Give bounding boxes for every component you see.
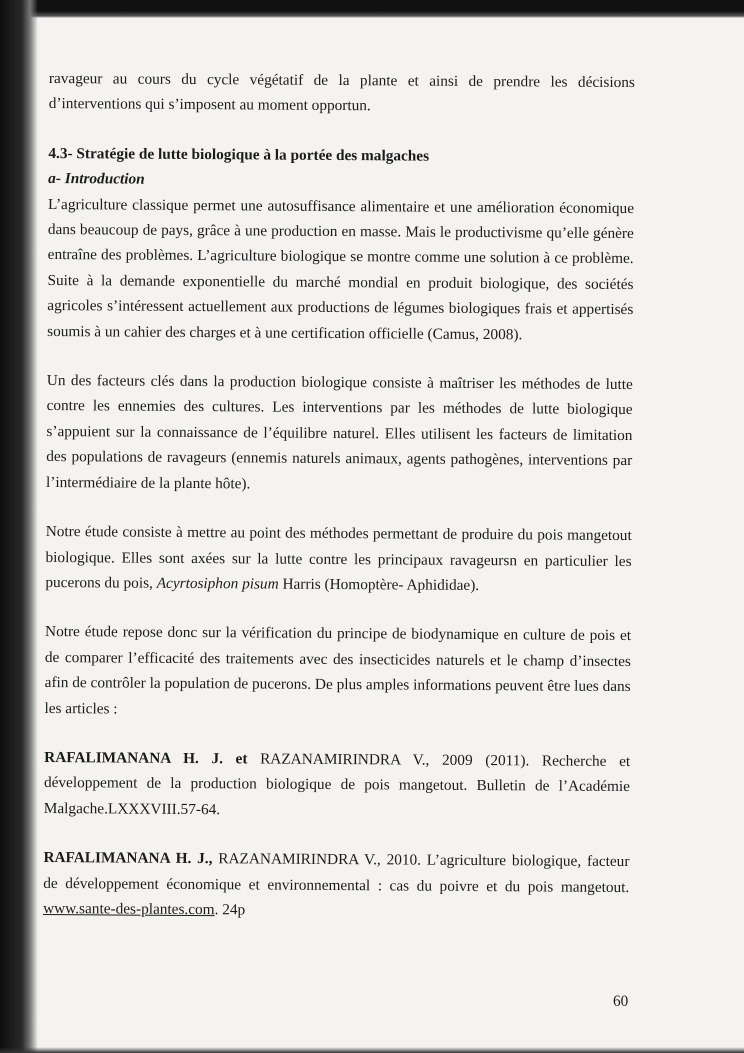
reference-2 (43, 845, 630, 925)
reference-1 (44, 745, 631, 825)
website-link[interactable]: www.sante-des-plantes.com (43, 899, 215, 919)
paragraph-3-end: Harris (Homoptère- Aphididae). (278, 575, 480, 594)
paragraph-4: Notre étude repose donc sur la vérification du principe de biodynamique en culture de pois et de comparer l’efficacité des traitements avec des insecticides naturels et le champ d’insectes afin de contrôler la population de pucerons. De plus amples informations peuvent être lues dans les articles : (44, 623, 632, 718)
scan-bottom-edge (0, 1047, 744, 1053)
page-body (43, 66, 635, 925)
reference-2-authors: RAFALIMANANA H. J., (43, 849, 213, 868)
paragraph-2: Un des facteurs clés dans la production biologique consiste à maîtriser les méthodes de lutte contre les ennemies des cultures. Les interventions par les méthodes de lutte biologique s’appuient sur la connaissance de l’équilibre naturel. Elles utilisent les facteurs de limitation des populations de ravageurs (ennemis naturels animaux, agents pathogènes, interventions par l’intermédiaire de la plante hôte). (46, 372, 633, 493)
reference-2-details: RAZANAMIRINDRA V., 2010. L’agriculture biologique, facteur de développement économique et environnemental : cas du poivre et du pois mangetout. (43, 850, 630, 896)
scan-top-edge (0, 0, 744, 18)
reference-1-details: RAZANAMIRINDRA V., 2009 (2011). Recherche et développement de la production biologique de pois mangetout. Bulletin de l’Académie Malgache.LXXXVIII.57-64. (43, 750, 631, 818)
paragraph-1: L’agriculture classique permet une autosuffisance alimentaire et une amélioration économique dans beaucoup de pays, grâce à une production en masse. Mais le productivisme qu’elle génère entraîne des problèmes. L’agriculture biologique se montre comme une solution à ce problème. Suite à la demande exponentielle du marché mondial en produit biologique, des sociétés agricoles s’intéressent actuellement aux productions de légumes biologiques frais et appertisés soumis à un cahier des charges et à une certification officielle (Camus, 2008). (47, 195, 635, 343)
section-heading: 4.3- Stratégie de lutte biologique à la portée des malgaches (48, 144, 430, 165)
page-number: 60 (613, 993, 629, 1010)
subsection-heading: a- Introduction (48, 170, 145, 188)
reference-2-suffix: . 24p (214, 901, 246, 919)
intro-paragraph: ravageur au cours du cycle végétatif de la plante et ainsi de prendre les décisions d’interventions qui s’imposent au moment opportun. (48, 69, 635, 115)
paragraph-3 (45, 519, 632, 599)
paragraph-3-start: Notre étude consiste à mettre au point des méthodes permettant de produire du pois mangetout biologique. Elles sont axées sur la lutte contre les principaux ravageursn en particulier les pucerons du pois, (45, 523, 632, 592)
scan-binding-shadow (0, 0, 38, 1053)
species-name: Acyrtosiphon pisum (156, 574, 279, 593)
reference-1-authors: RAFALIMANANA H. J. et (44, 748, 248, 768)
